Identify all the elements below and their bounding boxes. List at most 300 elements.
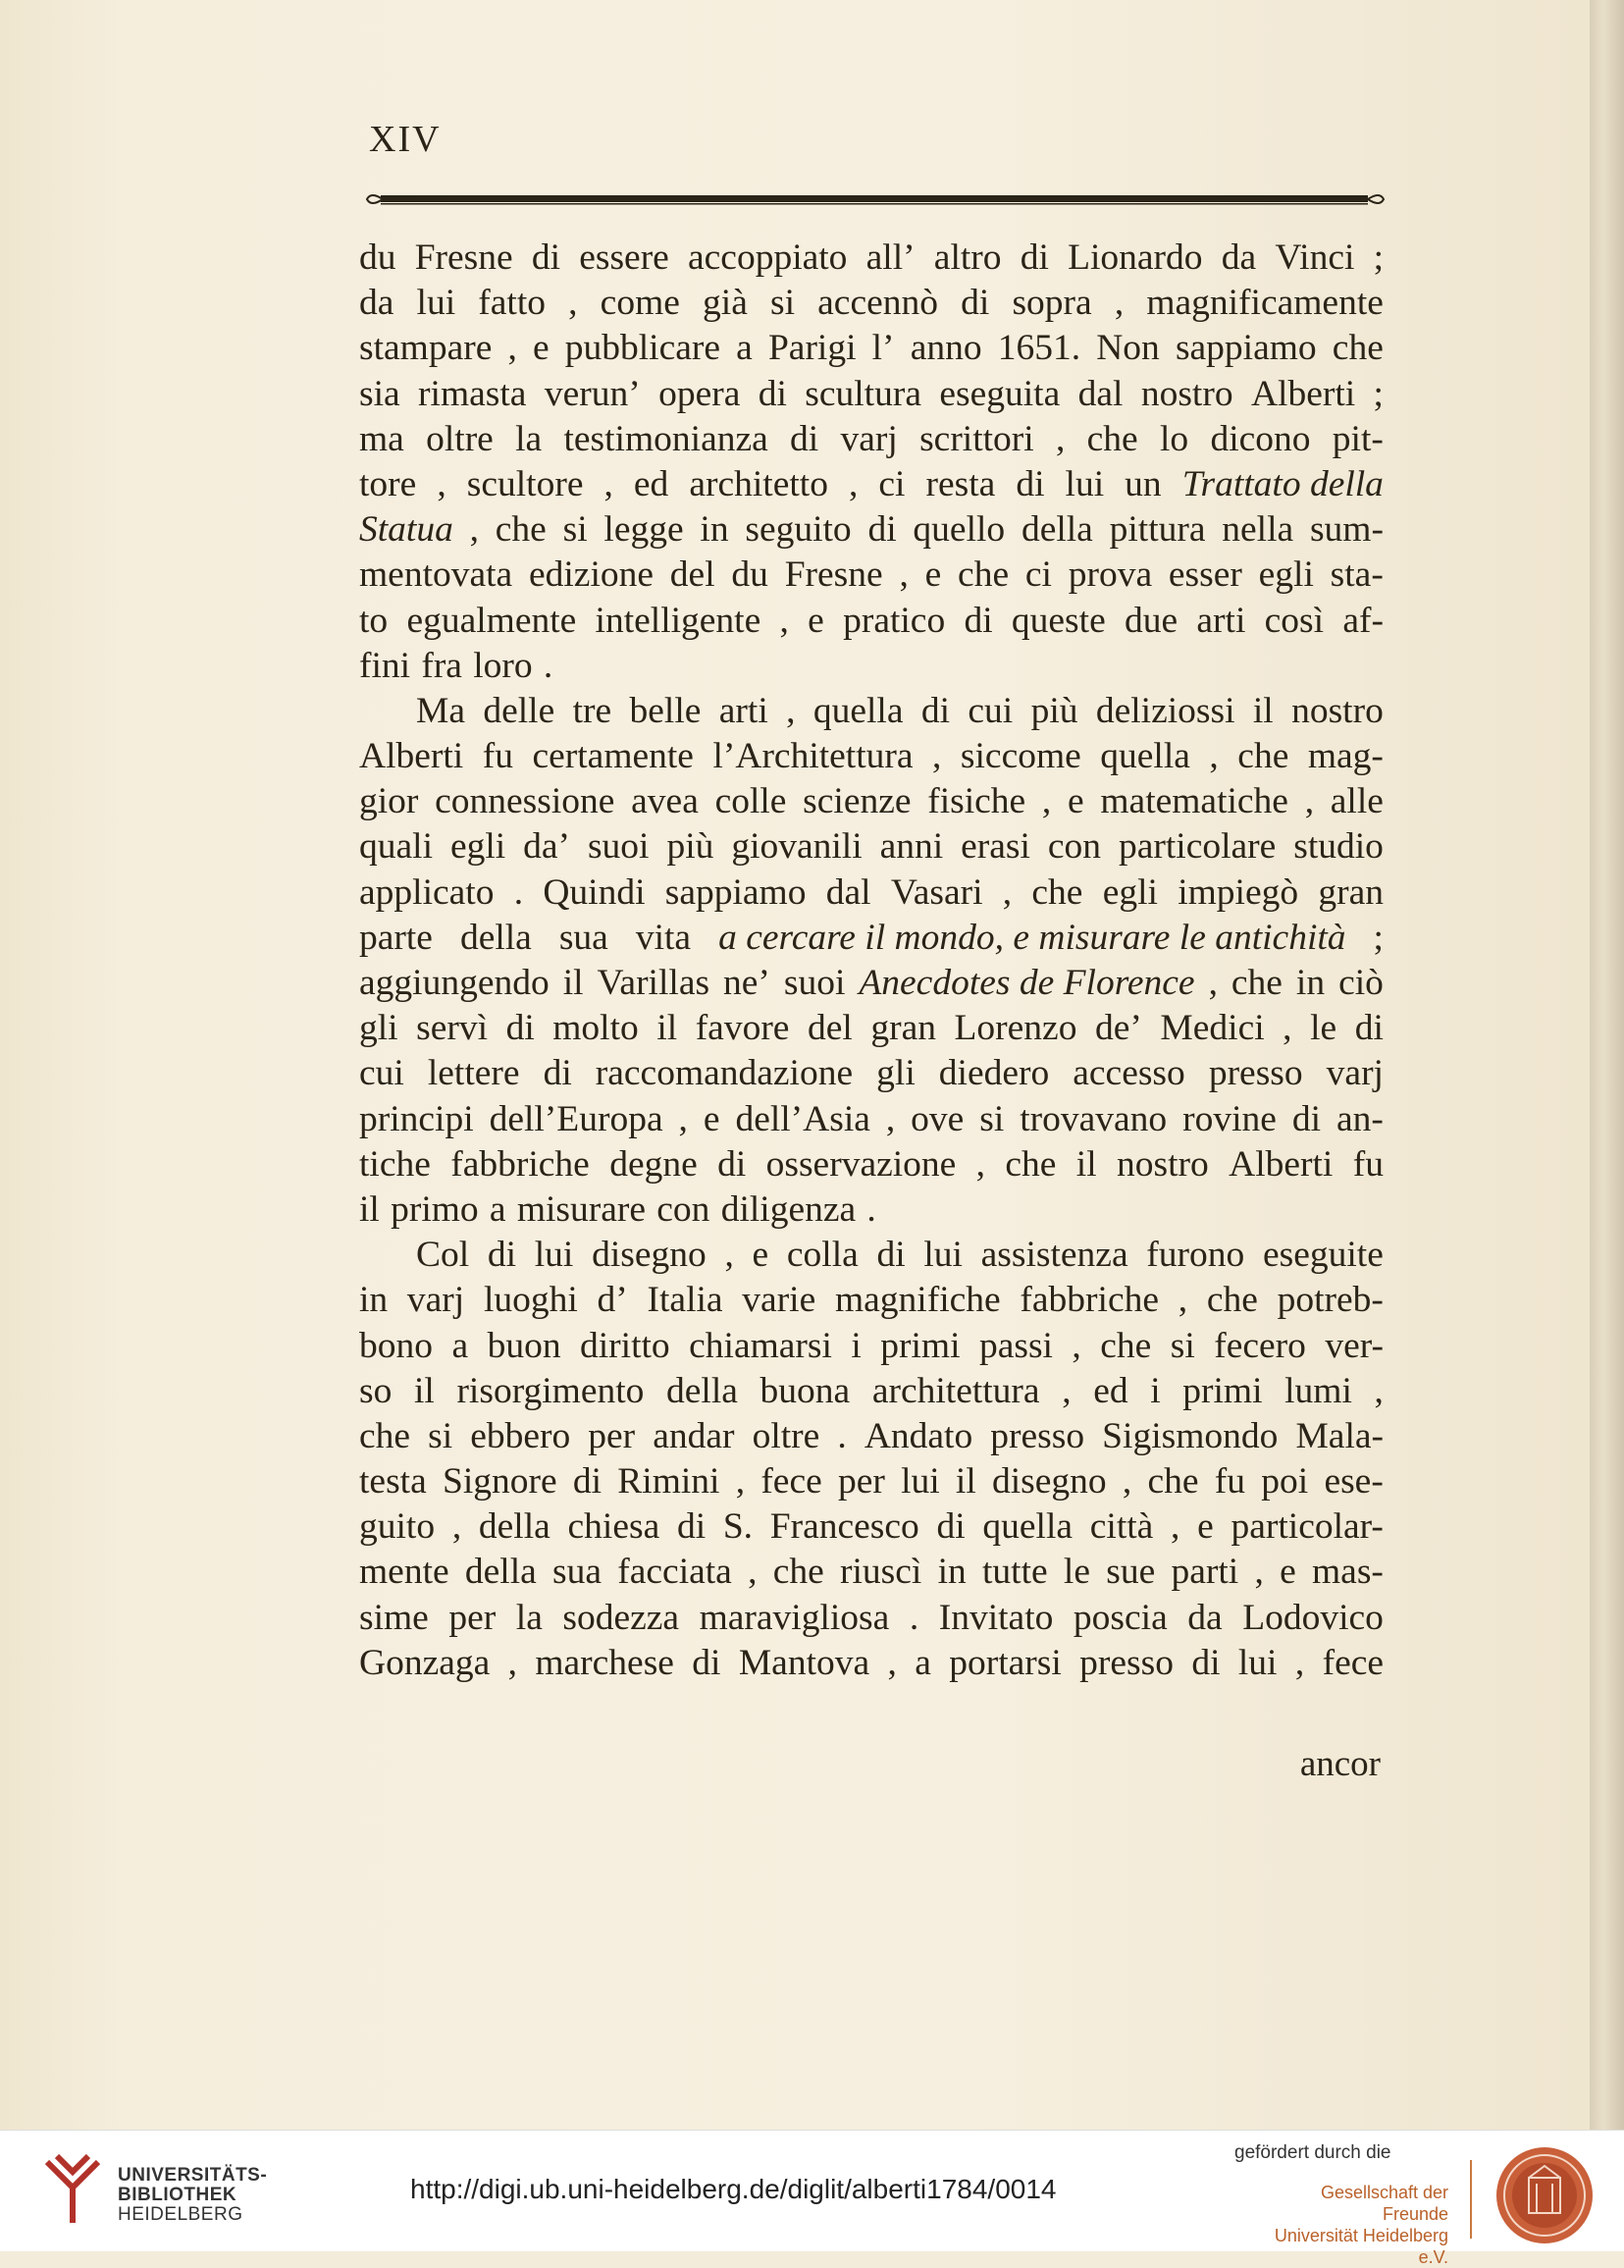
word: Col (416, 1235, 470, 1276)
word: , (1072, 1325, 1081, 1366)
word: dal (825, 871, 871, 913)
word: , (1208, 963, 1218, 1003)
word: ma (359, 418, 404, 459)
word: misurare (516, 1188, 647, 1230)
word: testa (359, 1461, 427, 1503)
word: scultura (805, 373, 921, 414)
word: di (1191, 1642, 1221, 1683)
word: primo (391, 1188, 479, 1230)
word: che (1100, 1325, 1152, 1366)
word: e (808, 600, 824, 641)
word: sta- (1330, 554, 1384, 596)
word: belle (629, 690, 702, 731)
word: mentovata (359, 554, 513, 596)
word: . (513, 871, 524, 913)
word: certamente (532, 736, 694, 777)
word: Gonzaga (359, 1642, 491, 1683)
word: lui (901, 1461, 940, 1503)
word: rovine (1182, 1098, 1277, 1139)
word: , (1283, 1008, 1292, 1049)
word: di (676, 1506, 707, 1548)
library-name-line3: HEIDELBERG (118, 2204, 243, 2225)
word: di (936, 1506, 966, 1548)
word: oltre (752, 1415, 820, 1456)
word: Rimini (617, 1461, 720, 1503)
word: Anecdotes de Florence (859, 963, 1195, 1003)
word: da (1187, 1597, 1223, 1638)
word: lui (534, 1235, 574, 1276)
word: sodezza (562, 1597, 680, 1638)
word: di (543, 1053, 572, 1094)
word: legge (603, 509, 684, 551)
word: favore (695, 1008, 790, 1049)
word: quella (982, 1506, 1074, 1548)
word: Alberti (1250, 373, 1356, 414)
word: pubblicare (564, 328, 721, 369)
word: pit- (1332, 418, 1384, 459)
word: nella (1222, 509, 1294, 551)
word: erasi (961, 826, 1030, 868)
word: testimonianza (563, 418, 768, 459)
word: essere (579, 237, 669, 278)
word: che (1005, 1143, 1057, 1185)
word: eseguite (1262, 1235, 1384, 1276)
word: il (1252, 690, 1274, 731)
word: trovavano (1020, 1098, 1168, 1139)
word: varj (406, 1280, 465, 1321)
word: il (656, 1008, 678, 1049)
word: di (572, 1461, 602, 1503)
word: , (1062, 1370, 1072, 1411)
word: Medici (1160, 1008, 1265, 1049)
sponsor-name-line2: Universität Heidelberg e.V. (1274, 2226, 1448, 2267)
word: presso (1208, 1053, 1303, 1094)
word: , (1114, 283, 1125, 324)
word: le (1310, 1008, 1337, 1049)
text-line (359, 1006, 1384, 1051)
word: i (851, 1325, 862, 1366)
word: l’ (871, 328, 895, 369)
word: suoi (587, 826, 650, 868)
word: Mantova (738, 1642, 870, 1683)
word: che (1237, 736, 1289, 777)
word: lui (416, 283, 456, 324)
word: ed (1093, 1370, 1128, 1411)
word: diligenza (720, 1188, 857, 1230)
word: architetto (689, 463, 828, 504)
word: nostro (1291, 690, 1384, 731)
word: , (451, 1506, 462, 1548)
word: per (837, 1461, 885, 1503)
word: accennò (817, 283, 938, 324)
word: e (924, 554, 942, 596)
word: cui (968, 690, 1014, 731)
word: rimasta (418, 373, 527, 414)
word: lui (923, 1235, 963, 1276)
word: Invitato (938, 1597, 1054, 1638)
word: fabbriche (1020, 1280, 1159, 1321)
word: andar (653, 1415, 735, 1456)
word: di (531, 237, 561, 278)
word: deliziossi (1095, 690, 1235, 731)
word: in (700, 509, 729, 551)
word: vita (635, 917, 692, 958)
word: quella (1100, 736, 1190, 777)
word: lo (1159, 418, 1189, 459)
word: ; (1373, 237, 1384, 278)
word: an- (1336, 1098, 1384, 1139)
text-line (359, 599, 1384, 644)
text-line (359, 507, 1384, 553)
word: colle (714, 781, 787, 822)
word: prova (1068, 554, 1153, 596)
word: diritto (580, 1325, 670, 1366)
word: . (837, 1415, 847, 1456)
word: con (656, 1188, 710, 1230)
word: , (1254, 1552, 1264, 1593)
word: si (428, 1415, 453, 1456)
word: , (437, 463, 446, 504)
word: , (1056, 418, 1066, 459)
word: fatto (478, 283, 547, 324)
word: di (758, 373, 787, 414)
word: le (1063, 1552, 1090, 1593)
word: anno (910, 328, 982, 369)
word: particolare (1118, 826, 1277, 868)
word: di (1291, 1098, 1322, 1139)
word: così (1264, 600, 1325, 641)
text-line (359, 281, 1384, 326)
university-seal-icon (1493, 2144, 1596, 2246)
word: matematiche (1100, 781, 1288, 822)
word: sua (558, 917, 608, 958)
word: sue (1106, 1552, 1156, 1593)
sponsor-name (1262, 2182, 1448, 2268)
word: ; (1373, 917, 1384, 958)
word: e (1280, 1552, 1296, 1593)
word: nostro (1140, 373, 1233, 414)
sponsor-name-line1: Gesellschaft der Freunde (1320, 2183, 1448, 2224)
word: con (1047, 826, 1102, 868)
word: anni (879, 826, 944, 868)
word: so (359, 1370, 393, 1411)
word: già (703, 283, 748, 324)
library-name-line1: UNIVERSITÄTS- (118, 2165, 268, 2186)
word: che (1031, 871, 1083, 913)
word: primi (1182, 1370, 1263, 1411)
word: af- (1342, 600, 1384, 641)
word: ; (1373, 373, 1384, 414)
word: varj (1326, 1053, 1384, 1094)
word: all’ (865, 237, 916, 278)
word: , (975, 1143, 986, 1185)
word: , (1122, 1461, 1132, 1503)
word: , (748, 1552, 758, 1593)
word: chiamarsi (689, 1325, 832, 1366)
text-line (359, 417, 1384, 462)
word: dicono (1210, 418, 1311, 459)
word: Mala- (1295, 1415, 1384, 1456)
word: due (1124, 600, 1179, 641)
word: sum- (1309, 509, 1384, 551)
word: arti (718, 690, 768, 731)
word: , (1178, 1280, 1188, 1321)
word: delle (483, 690, 555, 731)
word: presso (990, 1415, 1085, 1456)
word: Lionardo (1068, 237, 1203, 278)
word: , (603, 463, 613, 504)
word: di (1354, 1008, 1384, 1049)
word: scrittori (919, 418, 1034, 459)
word: ci (1024, 554, 1052, 596)
word: luoghi (483, 1280, 578, 1321)
word: a (489, 1188, 506, 1230)
word: buona (760, 1370, 851, 1411)
word: gli (359, 1008, 398, 1049)
word: che (1147, 1461, 1199, 1503)
word: verun’ (544, 373, 641, 414)
word: del (807, 1008, 853, 1049)
word: connessione (435, 781, 615, 822)
text-line (359, 1369, 1384, 1414)
word: stampare (359, 328, 493, 369)
word: to (359, 600, 389, 641)
word: ed (633, 463, 669, 504)
page-edge (1590, 0, 1624, 2130)
word: di (961, 283, 990, 324)
word: altro (933, 237, 1002, 278)
word: risorgimento (456, 1370, 645, 1411)
word: cui (359, 1053, 404, 1094)
word: magnifiche (834, 1280, 1001, 1321)
word: ver- (1325, 1325, 1384, 1366)
word: queste (1011, 600, 1106, 641)
word: e (1197, 1506, 1214, 1548)
word: principi (359, 1098, 474, 1139)
text-line (359, 1051, 1384, 1096)
word: , (724, 1235, 734, 1276)
word: , (1374, 1370, 1384, 1411)
word: colla (786, 1235, 859, 1276)
word: , (887, 1642, 897, 1683)
word: ove (911, 1098, 965, 1139)
word: siccome (960, 736, 1081, 777)
text-line (359, 1550, 1384, 1595)
word: che (772, 1552, 824, 1593)
word: aggiungendo (359, 963, 550, 1003)
word: e (752, 1235, 769, 1276)
text-line (359, 372, 1384, 417)
word: si (770, 283, 796, 324)
word: fu (482, 736, 513, 777)
text-line (359, 1414, 1384, 1459)
word: tiche (359, 1143, 431, 1185)
sponsor-label: gefördert durch die (1234, 2142, 1391, 2163)
word: d’ (597, 1280, 628, 1321)
word: accoppiato (688, 237, 848, 278)
text-line (359, 734, 1384, 779)
word: poscia (1073, 1597, 1168, 1638)
word: disegno (992, 1461, 1107, 1503)
word: loro (473, 645, 533, 686)
word: mente (359, 1552, 449, 1593)
word: la (515, 1597, 543, 1638)
word: servì (416, 1008, 489, 1049)
word: Vinci (1275, 237, 1355, 278)
word: sua (552, 1552, 602, 1593)
word: lettere (427, 1053, 520, 1094)
word: oltre (426, 418, 494, 459)
word: Fresne (414, 237, 513, 278)
word: Andato (864, 1415, 973, 1456)
word: sopra (1012, 283, 1092, 324)
word: , (1209, 736, 1219, 777)
word: marchese (535, 1642, 674, 1683)
text-line (359, 1187, 1384, 1233)
word: da (1221, 237, 1257, 278)
word: seguito (745, 509, 852, 551)
word: Italia (647, 1280, 723, 1321)
word: dell’Europa (489, 1098, 663, 1139)
word: portarsi (949, 1642, 1062, 1683)
word: potreb- (1277, 1280, 1384, 1321)
word: resta (925, 463, 996, 504)
word: il (1075, 1143, 1097, 1185)
word: di (1020, 237, 1049, 278)
word: gran (870, 1008, 936, 1049)
catchword: ancor (1299, 1744, 1381, 1784)
permalink-url[interactable]: http://digi.ub.uni-heidelberg.de/diglit/alberti1784/0014 (410, 2174, 1057, 2204)
word: il (562, 963, 584, 1003)
word: molto (552, 1008, 639, 1049)
word: la (515, 418, 543, 459)
word: degne (609, 1143, 698, 1185)
word: sia (359, 373, 400, 414)
word: più (666, 826, 714, 868)
word: buon (487, 1325, 561, 1366)
word: giovanili (731, 826, 863, 868)
word: assistenza (980, 1235, 1128, 1276)
word: , (507, 1642, 517, 1683)
word: , (779, 600, 789, 641)
word: di (692, 1642, 721, 1683)
word: , (1041, 781, 1052, 822)
word: Lodovico (1242, 1597, 1384, 1638)
word: esser (1168, 554, 1242, 596)
word: du (731, 554, 768, 596)
text-line (359, 916, 1384, 961)
word: disegno (592, 1235, 707, 1276)
word: ebbero (470, 1415, 571, 1456)
word: fini (359, 645, 411, 686)
word: gran (1318, 871, 1384, 913)
word: lui (1065, 463, 1105, 504)
word: Varillas (597, 963, 710, 1003)
word: Trattato della (1181, 463, 1384, 504)
word: scultore (466, 463, 584, 504)
word: della (666, 1370, 738, 1411)
word: che (495, 509, 547, 551)
word: sime (359, 1597, 429, 1638)
word: 1651. (997, 328, 1081, 369)
word: scienze (803, 781, 912, 822)
word: studio (1293, 826, 1384, 868)
word: a (451, 1325, 469, 1366)
word: , (1002, 871, 1013, 913)
word: Ma (416, 690, 465, 731)
word: primi (880, 1325, 961, 1366)
word: da (359, 283, 394, 324)
word: i (1150, 1370, 1161, 1411)
word: raccomandazione (595, 1053, 854, 1094)
word: fabbriche (450, 1143, 590, 1185)
word: a cercare il mondo, e misurare le antichità (718, 917, 1346, 958)
word: in (1295, 963, 1326, 1003)
word: il (413, 1370, 435, 1411)
word: , (1304, 781, 1315, 822)
word: Sigismondo (1102, 1415, 1279, 1456)
word: un (1125, 463, 1162, 504)
word: particolar- (1231, 1506, 1384, 1548)
word: ci (878, 463, 906, 504)
word: della (478, 1506, 550, 1548)
word: maravigliosa (699, 1597, 890, 1638)
word: , (507, 328, 517, 369)
word: , (469, 509, 479, 551)
text-line (359, 236, 1384, 281)
word: pratico (843, 600, 946, 641)
text-line (359, 1233, 1384, 1278)
word: . (866, 1188, 876, 1230)
word: suoi (783, 963, 846, 1003)
word: di (876, 1235, 906, 1276)
text-line (359, 1459, 1384, 1504)
word: du (359, 237, 396, 278)
text-line (359, 1641, 1384, 1686)
word: a (915, 1642, 931, 1683)
word: avea (631, 781, 699, 822)
word: , (1171, 1506, 1180, 1548)
library-name-line2: BIBLIOTHEK (118, 2185, 237, 2205)
word: Alberti (1229, 1143, 1334, 1185)
word: Statua (359, 509, 453, 551)
word: poi (1261, 1461, 1309, 1503)
footer-bar (0, 2130, 1624, 2267)
word: il (359, 1188, 380, 1230)
word: quello (913, 509, 1006, 551)
word: Vasari (890, 871, 983, 913)
word: accesso (1073, 1053, 1185, 1094)
word: si (562, 509, 588, 551)
word: si (1170, 1325, 1195, 1366)
word: chiesa (567, 1506, 660, 1548)
word: architettura (871, 1370, 1040, 1411)
word: in (359, 1280, 389, 1321)
word: fu (1352, 1143, 1384, 1185)
page-number: XIV (369, 119, 442, 160)
word: presso (1079, 1642, 1174, 1683)
text-line (359, 1142, 1384, 1187)
word: tore (359, 463, 417, 504)
word: dal (1077, 373, 1124, 414)
word: , (932, 736, 942, 777)
word: che (1332, 328, 1384, 369)
word: magnificamente (1146, 283, 1384, 324)
word: e (532, 328, 550, 369)
ornamental-rule (365, 186, 1386, 212)
word: a (736, 328, 753, 369)
word: quella (812, 690, 904, 731)
